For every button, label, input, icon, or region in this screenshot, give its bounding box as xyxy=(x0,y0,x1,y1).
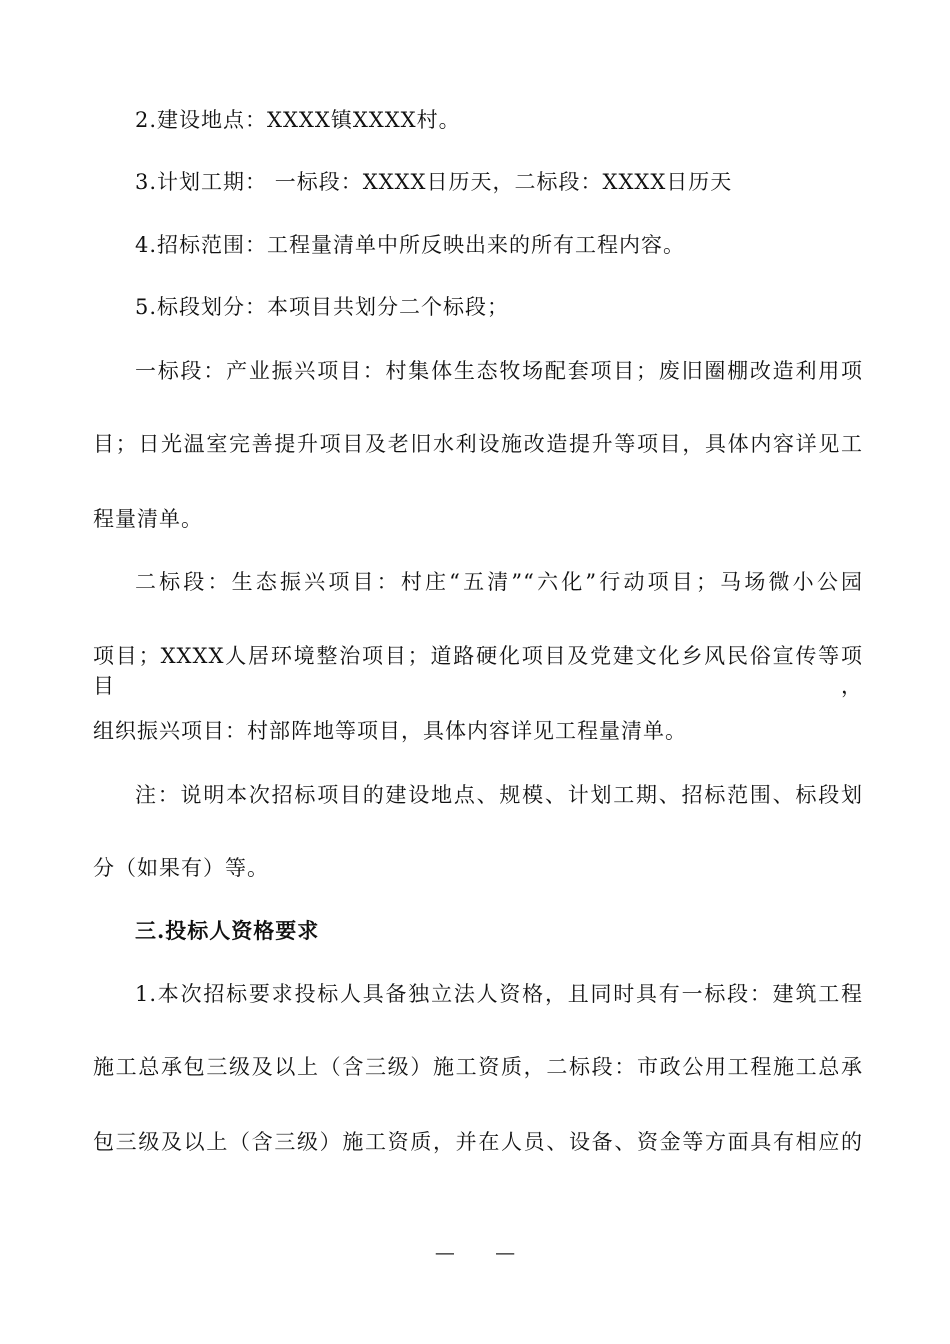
paragraph-sections: 5.标段划分：本项目共划分二个标段； xyxy=(135,295,510,319)
paragraph-location: 2.建设地点：XXXX镇XXXX村。 xyxy=(135,108,461,132)
paragraph-section-two-line-1: 二标段：生态振兴项目：村庄“五清”“六化”行动项目；马场微小公园 xyxy=(135,570,863,594)
footer-left-dash: — xyxy=(434,1240,455,1264)
paragraph-section-one-line-2: 目；日光温室完善提升项目及老旧水利设施改造提升等项目，具体内容详见工 xyxy=(93,432,863,456)
paragraph-schedule: 3.计划工期： 一标段：XXXX日历天，二标段：XXXX日历天 xyxy=(135,170,733,194)
paragraph-qualification-line-2: 施工总承包三级及以上（含三级）施工资质，二标段：市政公用工程施工总承 xyxy=(93,1055,863,1079)
paragraph-section-two-line-3: 组织振兴项目：村部阵地等项目，具体内容详见工程量清单。 xyxy=(93,719,687,743)
paragraph-section-two-line-2: 项目；XXXX人居环境整治项目；道路硬化项目及党建文化乡风民俗宣传等项目， xyxy=(93,644,863,698)
paragraph-qualification-line-1: 1.本次招标要求投标人具备独立法人资格，且同时具有一标段：建筑工程 xyxy=(135,982,863,1006)
paragraph-note-line-1: 注：说明本次招标项目的建设地点、规模、计划工期、招标范围、标段划 xyxy=(135,783,863,807)
paragraph-qualification-line-3: 包三级及以上（含三级）施工资质，并在人员、设备、资金等方面具有相应的 xyxy=(93,1130,863,1154)
section-heading-qualifications: 三.投标人资格要求 xyxy=(135,918,320,943)
page-footer xyxy=(0,1238,950,1266)
paragraph-scope: 4.招标范围：工程量清单中所反映出来的所有工程内容。 xyxy=(135,233,686,257)
paragraph-section-one-line-1: 一标段：产业振兴项目：村集体生态牧场配套项目；废旧圈棚改造利用项 xyxy=(135,359,863,383)
footer-right-dash: — xyxy=(495,1240,516,1264)
paragraph-section-one-line-3: 程量清单。 xyxy=(93,507,203,531)
paragraph-note-line-2: 分（如果有）等。 xyxy=(93,856,269,880)
